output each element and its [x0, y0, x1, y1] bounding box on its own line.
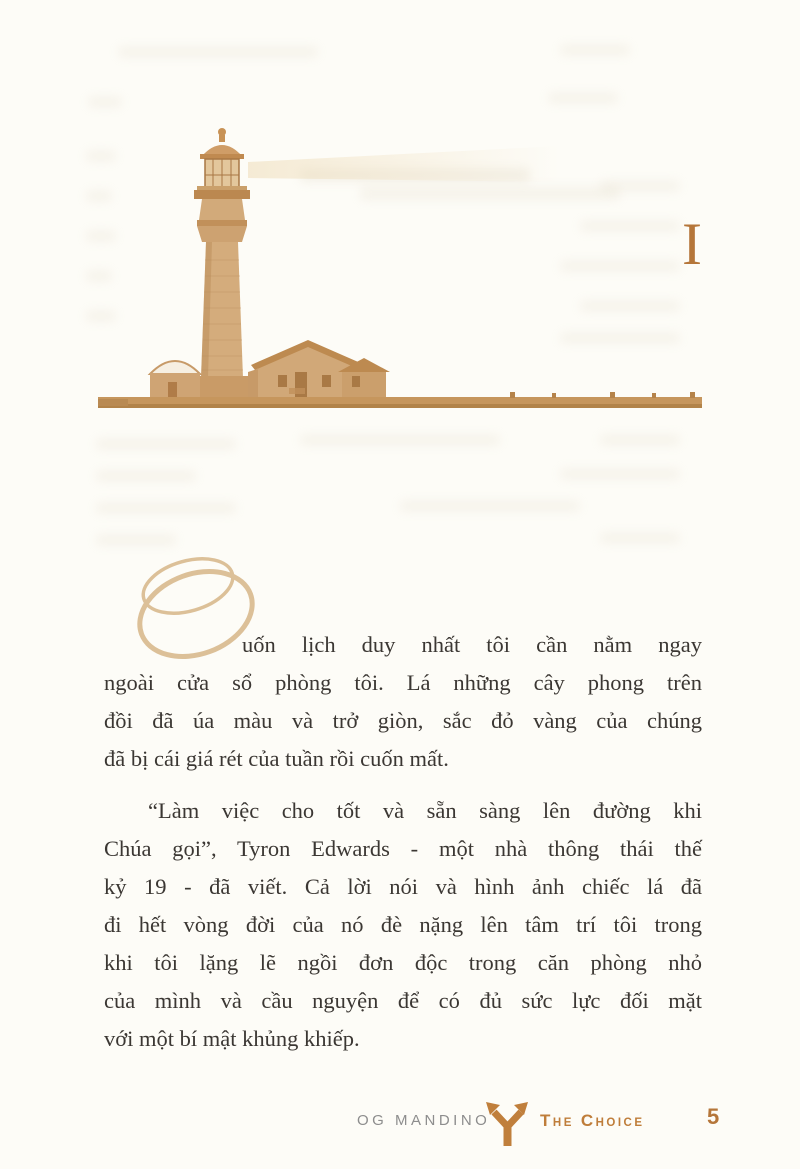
- footer-author-name: OG MANDINO: [357, 1112, 491, 1129]
- bleed-through-smudge: [560, 468, 680, 480]
- lighthouse-illustration-svg: [90, 120, 710, 420]
- title-c-rest: HOICE: [595, 1117, 645, 1129]
- text-line: kỷ 19 - đã viết. Cả lời nói và hình ảnh chiếc lá đã: [104, 874, 702, 899]
- paragraph-1: [104, 626, 702, 778]
- bleed-through-smudge: [600, 532, 680, 544]
- bleed-through-smudge: [600, 434, 680, 446]
- page-footer: [0, 1098, 800, 1148]
- text-line: đã bị cái giá rét của tuần rồi cuốn mất.: [104, 746, 449, 771]
- bleed-through-smudge: [560, 44, 630, 56]
- bleed-through-smudge: [96, 438, 236, 450]
- text-line: khi tôi lặng lẽ ngồi đơn độc trong căn phòng nhỏ: [104, 950, 702, 975]
- chapter-numeral: I: [682, 211, 702, 277]
- text-line: của mình và cầu nguyện để có đủ sức lực đối mặt: [104, 988, 702, 1013]
- page-number: 5: [707, 1104, 720, 1129]
- text-line: đồi đã úa màu và trở giòn, sắc đỏ vàng của chúng: [104, 708, 702, 733]
- title-t-cap: T: [540, 1111, 553, 1130]
- bleed-through-smudge: [548, 92, 618, 104]
- footer-book-title: [540, 1111, 645, 1131]
- paragraph-2: [104, 792, 702, 1058]
- title-t-rest: HE: [552, 1117, 574, 1129]
- bleed-through-smudge: [300, 434, 500, 446]
- bleed-through-smudge: [96, 470, 196, 482]
- text-line: với một bí mật khủng khiếp.: [104, 1026, 360, 1051]
- text-line: đi hết vòng đời của nó đè nặng lên tâm trí tôi trong: [104, 912, 702, 937]
- bleed-through-smudge: [88, 96, 122, 108]
- text-line: uốn lịch duy nhất tôi cần nằm ngay: [242, 632, 702, 657]
- lighthouse-illustration: [90, 120, 710, 420]
- text-line: ngoài cửa sổ phòng tôi. Lá những cây phong trên: [104, 670, 702, 695]
- forked-road-y-icon: [480, 1100, 534, 1151]
- bleed-through-smudge: [118, 46, 318, 58]
- text-line: Chúa gọi”, Tyron Edwards - một nhà thông thái thế: [104, 836, 702, 861]
- title-c-cap: C: [580, 1111, 596, 1130]
- text-line: “Làm việc cho tốt và sẵn sàng lên đường khi: [148, 798, 702, 823]
- bleed-through-smudge: [96, 502, 236, 514]
- bleed-through-smudge: [96, 534, 176, 546]
- body-text: [104, 626, 702, 1058]
- bleed-through-smudge: [400, 500, 580, 512]
